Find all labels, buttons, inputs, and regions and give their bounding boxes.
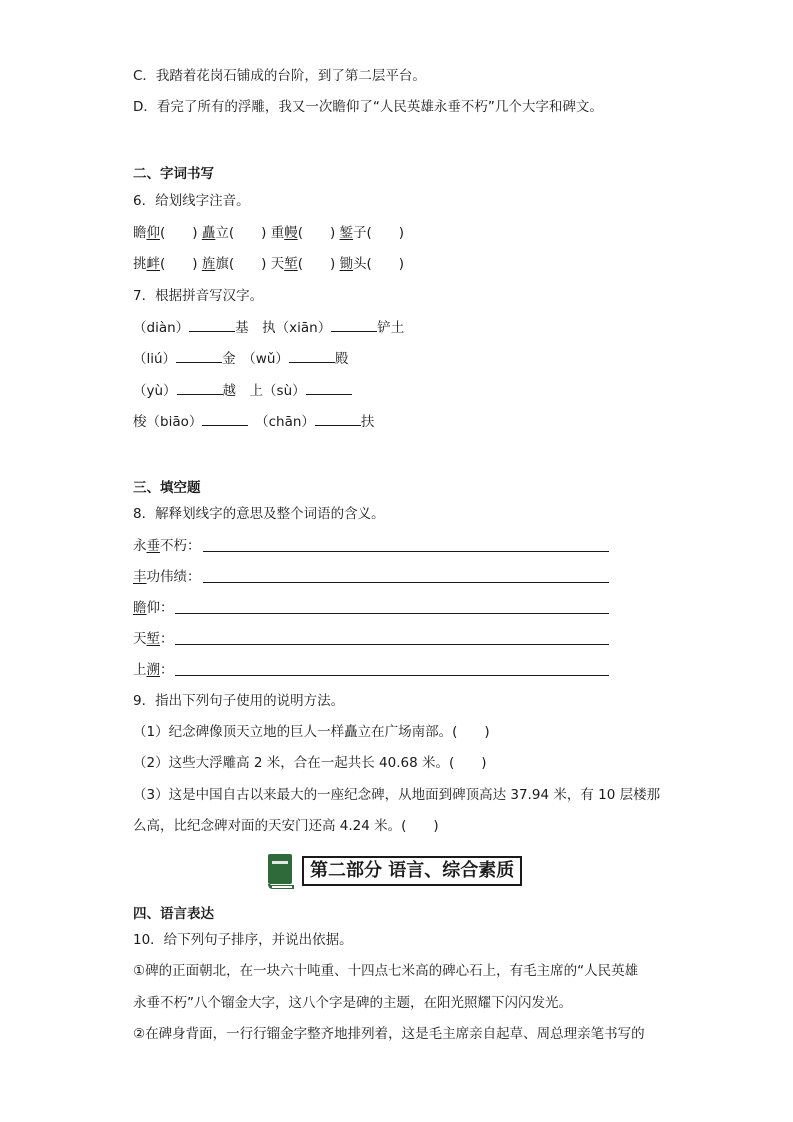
banner-title: 第二部分 语言、综合素质 <box>302 856 522 886</box>
q6-word: 矗立( ) <box>201 225 267 241</box>
q6-word: 瞻仰( ) <box>133 225 198 241</box>
q6-word: 旌旗( ) <box>201 256 267 272</box>
answer-blank <box>306 381 352 395</box>
q9-sentence-3-cont: 么高，比纪念碑对面的天安门还高 4.24 米。( ) <box>133 818 439 834</box>
q10-paragraph-2: ②在碑身背面，一行行镏金字整齐地排列着，这是毛主席亲自起草、周总理亲笔书写的 <box>133 1026 645 1042</box>
answer-line <box>175 644 609 645</box>
q9-sentence-1: （1）纪念碑像顶天立地的巨人一样矗立在广场南部。( ) <box>133 724 490 740</box>
answer-blank <box>189 318 235 332</box>
q6-word: 挑衅( ) <box>133 256 198 272</box>
q8-item: 上溯： <box>133 662 174 678</box>
answer-line <box>175 613 609 614</box>
q8-item: 瞻仰： <box>133 600 174 616</box>
q8-item: 永垂不朽： <box>133 538 201 554</box>
answer-blank <box>289 349 335 363</box>
part-2-banner <box>266 850 522 892</box>
q7-prompt: 7．根据拼音写汉字。 <box>133 288 264 304</box>
answer-line <box>175 675 609 676</box>
section-2-title: 二、字词书写 <box>133 166 214 182</box>
q8-prompt: 8．解释划线字的意思及整个词语的含义。 <box>133 506 385 522</box>
q6-row-2 <box>133 255 404 273</box>
answer-blank <box>176 349 222 363</box>
q6-word: 錾子( ) <box>339 225 405 241</box>
q7-row-3: （yù） 越 上（sù） <box>133 381 352 400</box>
q7-row-4: 梭（biāo） （chān） 扶 <box>133 414 375 430</box>
q8-item: 丰功伟绩： <box>133 569 201 585</box>
q10-paragraph-1: ①碑的正面朝北，在一块六十吨重、十四点七米高的碑心石上，有毛主席的“人民英雄 <box>133 963 639 979</box>
answer-blank <box>315 412 361 426</box>
q10-prompt: 10．给下列句子排序，并说出依据。 <box>133 932 353 948</box>
section-3-title: 三、填空题 <box>133 480 201 496</box>
q7-row-2: （liú） 金 （wǔ） 殿 <box>133 351 349 367</box>
q9-prompt: 9．指出下列句子使用的说明方法。 <box>133 693 345 709</box>
section-4-title: 四、语言表达 <box>133 906 214 922</box>
q6-row-1 <box>133 224 404 242</box>
q9-sentence-3: （3）这是中国自古以来最大的一座纪念碑，从地面到碑顶高达 37.94 米，有 10 层楼那 <box>133 787 661 803</box>
q6-word: 锄头( ) <box>339 256 405 272</box>
q7-row-1: （diàn） 基 执（xiān） 铲土 <box>133 320 405 336</box>
answer-line <box>203 582 609 583</box>
q5-option-c: C．我踏着花岗石铺成的台阶，到了第二层平台。 <box>133 68 426 84</box>
answer-line <box>203 551 609 552</box>
answer-blank <box>331 318 377 332</box>
answer-blank <box>177 381 223 395</box>
q10-paragraph-1-cont: 永垂不朽”八个镏金大字，这八个字是碑的主题，在阳光照耀下闪闪发光。 <box>133 995 572 1011</box>
q8-item: 天堑： <box>133 631 174 647</box>
book-icon <box>266 852 296 890</box>
q9-sentence-2: （2）这些大浮雕高 2 米，合在一起共长 40.68 米。( ) <box>133 755 487 771</box>
q5-option-d: D．看完了所有的浮雕，我又一次瞻仰了“人民英雄永垂不朽”几个大字和碑文。 <box>133 99 603 115</box>
answer-blank <box>202 412 248 426</box>
q6-word: 天堑( ) <box>270 256 336 272</box>
q6-prompt: 6．给划线字注音。 <box>133 193 250 209</box>
q6-word: 重幔( ) <box>270 225 336 241</box>
